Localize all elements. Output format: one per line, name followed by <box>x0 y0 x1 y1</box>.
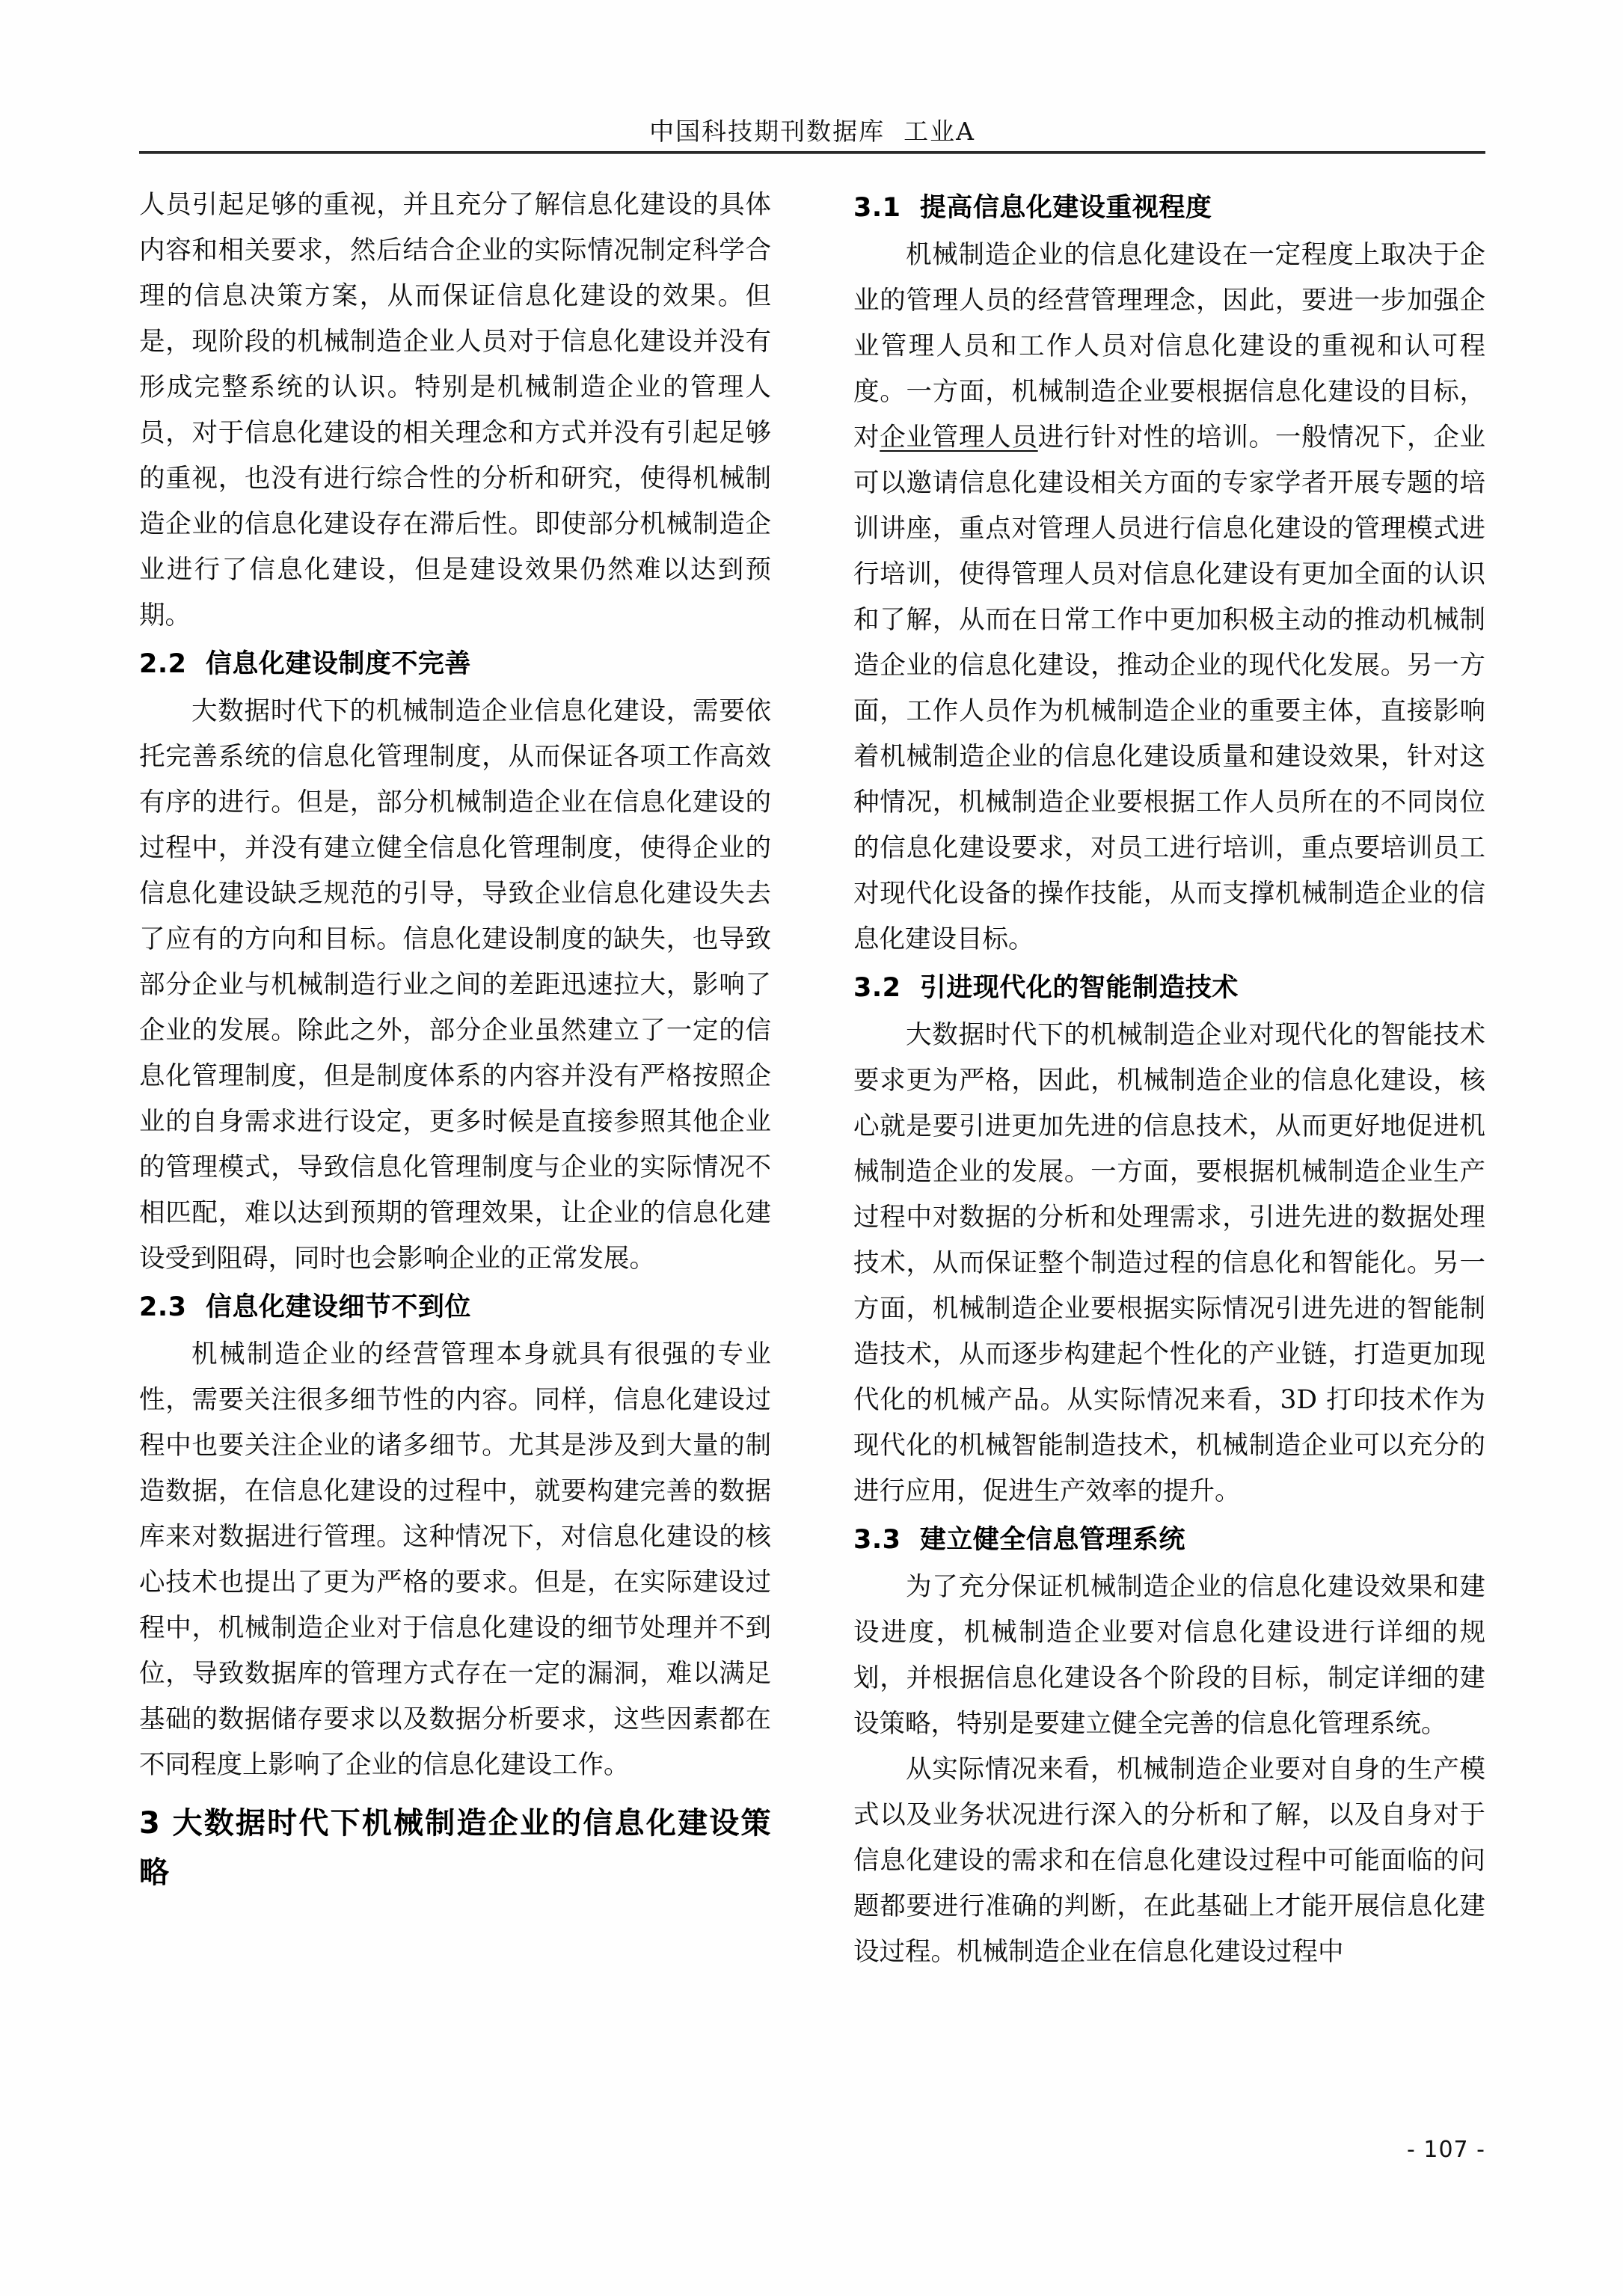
heading-3-2: 3.2 引进现代化的智能制造技术 <box>853 973 1239 1003</box>
paragraph-3-1 <box>853 233 1485 963</box>
right-column <box>853 182 1485 1975</box>
heading-2-3: 2.3 信息化建设细节不到位 <box>139 1292 471 1322</box>
paragraph-3-3-first: 为了充分保证机械制造企业的信息化建设效果和建设进度，机械制造企业要对信息化建设进行详细的规划，并根据信息化建设各个阶段的目标，制定详细的建设策略，特别是要建立健全完善的信息化管理系统。 <box>853 1572 1485 1739</box>
paragraph-3-1-text-before: 机械制造企业的信息化建设在一定程度上取决于企业的管理人员的经营管理理念，因此，要进一步加强企业管理人员和工作人员对信息化建设的重视和认可程度。一方面，机械制造企业要根据信息化建设的目标，对 <box>853 240 1485 452</box>
paragraph-2-3: 机械制造企业的经营管理本身就具有很强的专业性，需要关注很多细节性的内容。同样，信息化建设过程中也要关注企业的诸多细节。尤其是涉及到大量的制造数据，在信息化建设的过程中，就要构建完善的数据库来对数据进行管理。这种情况下，对信息化建设的核心技术也提出了更为严格的要求。但是，在实际建设过程中，机械制造企业对于信息化建设的细节处理并不到位，导致数据库的管理方式存在一定的漏洞，难以满足基础的数据储存要求以及数据分析要求，这些因素都在不同程度上影响了企业的信息化建设工作。 <box>139 1339 771 1780</box>
paragraph-3-1-text-after: 进行针对性的培训。一般情况下，企业可以邀请信息化建设相关方面的专家学者开展专题的培训讲座，重点对管理人员进行信息化建设的管理模式进行培训，使得管理人员对信息化建设有更加全面的认识和了解，从而在日常工作中更加积极主动的推动机械制造企业的信息化建设，推动企业的现代化发展。另一方面，工作人员作为机械制造企业的重要主体，直接影响着机械制造企业的信息化建设质量和建设效果，针对这种情况，机械制造企业要根据工作人员所在的不同岗位的信息化建设要求，对员工进行培训，重点要培训员工对现代化设备的操作技能，从而支撑机械制造企业的信息化建设目标。 <box>853 423 1486 954</box>
header-divider-rule <box>139 151 1485 154</box>
paragraph-2-2: 大数据时代下的机械制造企业信息化建设，需要依托完善系统的信息化管理制度，从而保证各项工作高效有序的进行。但是，部分机械制造企业在信息化建设的过程中，并没有建立健全信息化管理制度，使得企业的信息化建设缺乏规范的引导，导致企业信息化建设失去了应有的方向和目标。信息化建设制度的缺失，也导致部分企业与机械制造行业之间的差距迅速拉大，影响了企业的发展。除此之外，部分企业虽然建立了一定的信息化管理制度，但是制度体系的内容并没有严格按照企业的自身需求进行设定，更多时候是直接参照其他企业的管理模式，导致信息化管理制度与企业的实际情况不相匹配，难以达到预期的管理效果，让企业的信息化建设受到阻碍，同时也会影响企业的正常发展。 <box>139 696 771 1274</box>
heading-2-2: 2.2 信息化建设制度不完善 <box>139 649 471 679</box>
paragraph-3-3-second: 从实际情况来看，机械制造企业要对自身的生产模式以及业务状况进行深入的分析和了解，以及自身对于信息化建设的需求和在信息化建设过程中可能面临的问题都要进行准确的判断，在此基础上才能开展信息化建设过程。机械制造企业在信息化建设过程中 <box>853 1755 1485 1967</box>
article-body-columns <box>139 182 1485 1975</box>
heading-3-3: 3.3 建立健全信息管理系统 <box>853 1525 1185 1555</box>
left-column <box>139 182 771 1897</box>
page-number: - 107 - <box>1407 2137 1485 2163</box>
page-running-header <box>139 112 1485 147</box>
paragraph-continued: 人员引起足够的重视，并且充分了解信息化建设的具体内容和相关要求，然后结合企业的实际情况制定科学合理的信息决策方案，从而保证信息化建设的效果。但是，现阶段的机械制造企业人员对于信息化建设并没有形成完整系统的认识。特别是机械制造企业的管理人员，对于信息化建设的相关理念和方式并没有引起足够的重视，也没有进行综合性的分析和研究，使得机械制造企业的信息化建设存在滞后性。即使部分机械制造企业进行了信息化建设，但是建设效果仍然难以达到预期。 <box>139 190 771 630</box>
heading-section-3: 3 大数据时代下机械制造企业的信息化建设策略 <box>139 1806 771 1890</box>
heading-3-1: 3.1 提高信息化建设重视程度 <box>853 193 1212 223</box>
paragraph-3-2: 大数据时代下的机械制造企业对现代化的智能技术要求更为严格，因此，机械制造企业的信息化建设，核心就是要引进更加先进的信息技术，从而更好地促进机械制造企业的发展。一方面，要根据机械制造企业生产过程中对数据的分析和处理需求，引进先进的数据处理技术，从而保证整个制造过程的信息化和智能化。另一方面，机械制造企业要根据实际情况引进先进的智能制造技术，从而逐步构建起个性化的产业链，打造更加现代化的机械产品。从实际情况来看，3D 打印技术作为现代化的机械智能制造技术，机械制造企业可以充分的进行应用，促进生产效率的提升。 <box>853 1020 1485 1506</box>
journal-header-title: 中国科技期刊数据库 工业A <box>649 117 975 146</box>
paragraph-3-1-underlined-phrase: 企业管理人员 <box>880 423 1038 452</box>
